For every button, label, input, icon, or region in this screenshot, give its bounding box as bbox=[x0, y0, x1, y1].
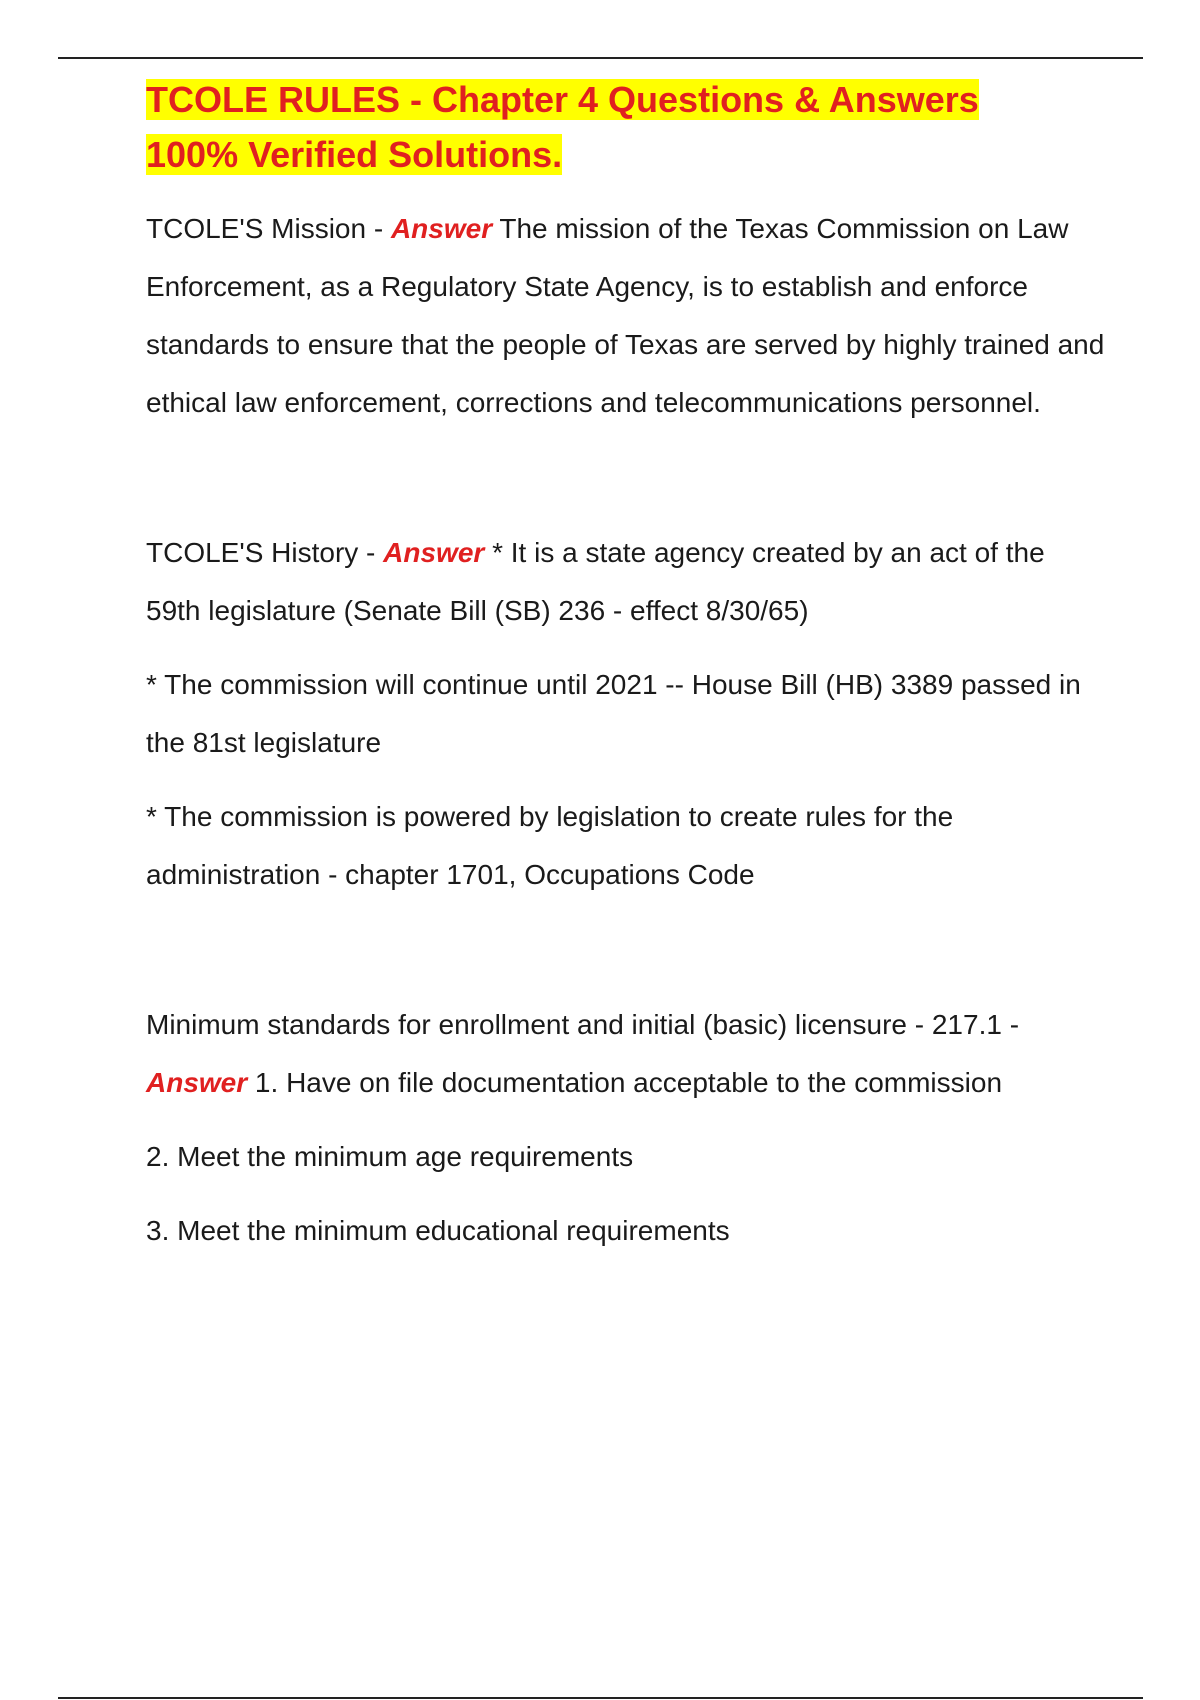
bottom-rule bbox=[58, 1697, 1143, 1699]
history-bullet-3: * The commission is powered by legislation to create rules for the administration - chapter 1701, Occupations Code bbox=[146, 801, 954, 890]
document-title bbox=[146, 72, 1106, 182]
top-rule bbox=[58, 57, 1143, 59]
document-body bbox=[146, 72, 1106, 1260]
qa-history bbox=[146, 524, 1106, 640]
answer-min-standards: 1. Have on file documentation acceptable to the commission bbox=[247, 1067, 1003, 1098]
question-min-standards: Minimum standards for enrollment and initial (basic) licensure - 217.1 - bbox=[146, 1009, 1020, 1040]
answer-label: Answer bbox=[390, 213, 493, 244]
title-line-1: TCOLE RULES - Chapter 4 Questions & Answers bbox=[146, 79, 979, 120]
standards-item-3: 3. Meet the minimum educational requirements bbox=[146, 1215, 730, 1246]
qa-mission bbox=[146, 200, 1106, 432]
question-mission: TCOLE'S Mission - bbox=[146, 213, 391, 244]
answer-label: Answer bbox=[146, 1067, 248, 1098]
question-history: TCOLE'S History - bbox=[146, 537, 384, 568]
answer-label: Answer bbox=[383, 537, 485, 568]
answer-history: * It is a state agency created by an act of the 59th legislature (Senate Bill (SB) 236 - effect 8/30/65) bbox=[146, 537, 1045, 626]
title-line-2: 100% Verified Solutions. bbox=[146, 134, 563, 175]
qa-min-standards bbox=[146, 996, 1106, 1112]
standards-item-2: 2. Meet the minimum age requirements bbox=[146, 1141, 634, 1172]
history-bullet-2: * The commission will continue until 2021 -- House Bill (HB) 3389 passed in the 81st legislature bbox=[146, 669, 1081, 758]
answer-mission: The mission of the Texas Commission on Law Enforcement, as a Regulatory State Agency, is to establish and enforce standards to ensure that the people of Texas are served by highly trained and ethical law enforcement, corrections and telecommunications personnel. bbox=[146, 213, 1105, 418]
